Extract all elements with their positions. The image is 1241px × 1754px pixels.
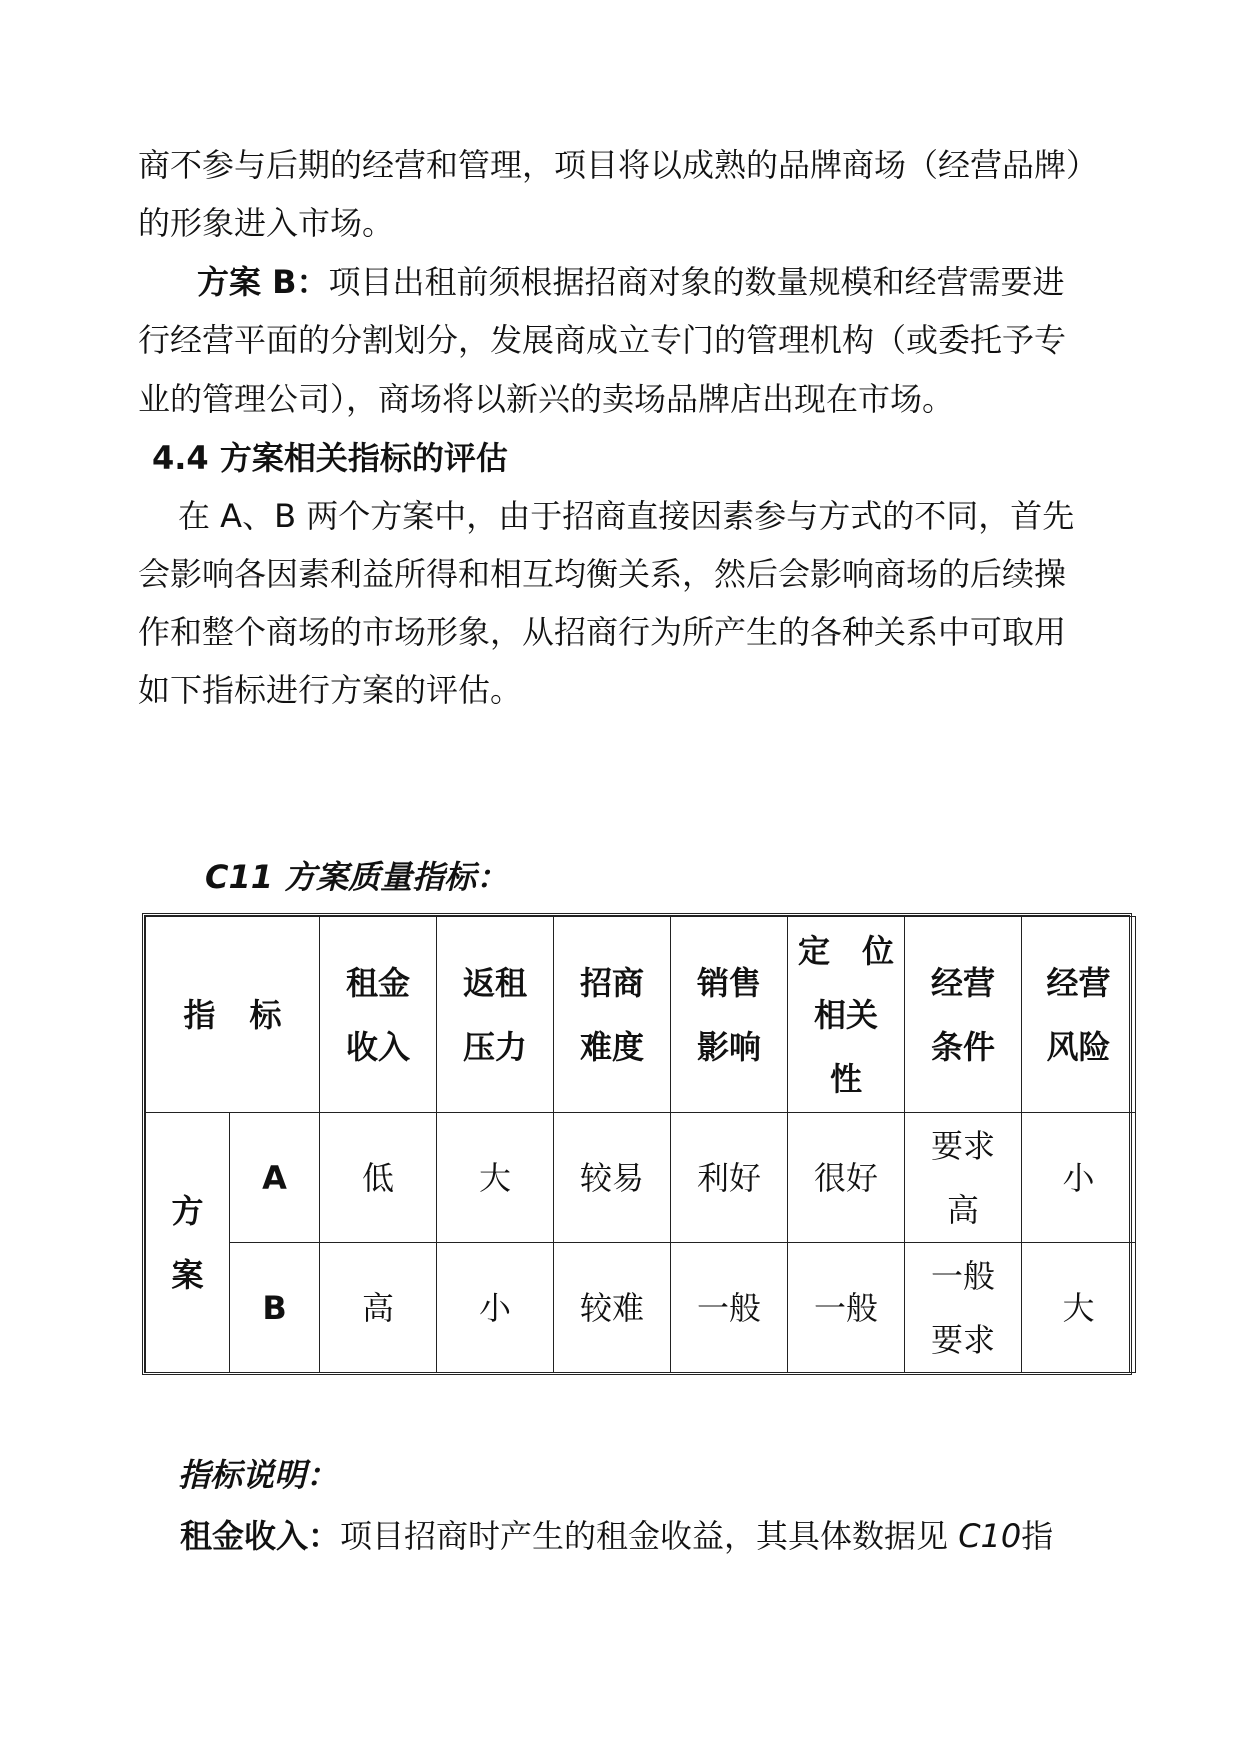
paragraph-line: 的形象进入市场。 bbox=[138, 204, 395, 242]
cell: 大 bbox=[437, 1113, 554, 1243]
paragraph-line: 业的管理公司），商场将以新兴的卖场品牌店出现在市场。 bbox=[138, 380, 955, 418]
cell: 一般 要求 bbox=[905, 1243, 1022, 1373]
cell: 很好 bbox=[788, 1113, 905, 1243]
cell: 利好 bbox=[671, 1113, 788, 1243]
note-rent-text: 项目招商时产生的租金收益，其具体数据见 bbox=[340, 1517, 959, 1555]
paragraph-line: 在 A、B 两个方案中，由于招商直接因素参与方式的不同，首先 bbox=[178, 497, 1075, 535]
header-rent-income: 租金 收入 bbox=[320, 917, 437, 1113]
paragraph-line: 如下指标进行方案的评估。 bbox=[138, 671, 523, 709]
cell: 大 bbox=[1022, 1243, 1136, 1373]
note-rent-tail: 指 bbox=[1021, 1517, 1054, 1555]
header-indicator: 指标 bbox=[146, 917, 320, 1113]
paragraph-line: 行经营平面的分割划分，发展商成立专门的管理机构（或委托予专 bbox=[138, 321, 1067, 359]
notes-heading: 指标说明： bbox=[178, 1456, 339, 1494]
header-leaseback-pressure: 返租 压力 bbox=[437, 917, 554, 1113]
note-rent-ref: C10 bbox=[958, 1517, 1022, 1555]
row-label-a: A bbox=[230, 1113, 320, 1243]
note-rent-income bbox=[180, 1516, 1053, 1556]
cell: 一般 bbox=[788, 1243, 905, 1373]
cell: 小 bbox=[1022, 1113, 1136, 1243]
cell: 较难 bbox=[554, 1243, 671, 1373]
cell: 较易 bbox=[554, 1113, 671, 1243]
plan-b-line bbox=[197, 262, 1065, 302]
header-leasing-difficulty: 招商 难度 bbox=[554, 917, 671, 1113]
plan-b-text: 项目出租前须根据招商对象的数量规模和经营需要进 bbox=[328, 263, 1065, 301]
paragraph-line: 会影响各因素利益所得和相互均衡关系，然后会影响商场的后续操 bbox=[138, 555, 1067, 593]
cell: 低 bbox=[320, 1113, 437, 1243]
plan-b-label: 方案 B： bbox=[197, 263, 329, 301]
header-sales-impact: 销售 影响 bbox=[671, 917, 788, 1113]
paragraph-line: 商不参与后期的经营和管理，项目将以成熟的品牌商场（经营品牌） bbox=[138, 146, 1099, 184]
header-operating-risk: 经营 风险 bbox=[1022, 917, 1136, 1113]
paragraph-line: 作和整个商场的市场形象，从招商行为所产生的各种关系中可取用 bbox=[138, 613, 1067, 651]
note-rent-label: 租金收入： bbox=[180, 1517, 341, 1555]
cell: 小 bbox=[437, 1243, 554, 1373]
table-row bbox=[146, 1243, 1136, 1373]
header-positioning-relevance: 定 位 相关 性 bbox=[788, 917, 905, 1113]
table-caption: C11 方案质量指标： bbox=[205, 858, 509, 896]
indicator-table bbox=[142, 913, 1132, 1375]
table-row bbox=[146, 1113, 1136, 1243]
cell: 要求 高 bbox=[905, 1113, 1022, 1243]
plan-group-label: 方 案 bbox=[146, 1113, 230, 1373]
cell: 一般 bbox=[671, 1243, 788, 1373]
header-row bbox=[146, 917, 1136, 1113]
cell: 高 bbox=[320, 1243, 437, 1373]
section-heading: 4.4 方案相关指标的评估 bbox=[152, 439, 508, 477]
header-operating-conditions: 经营 条件 bbox=[905, 917, 1022, 1113]
row-label-b: B bbox=[230, 1243, 320, 1373]
